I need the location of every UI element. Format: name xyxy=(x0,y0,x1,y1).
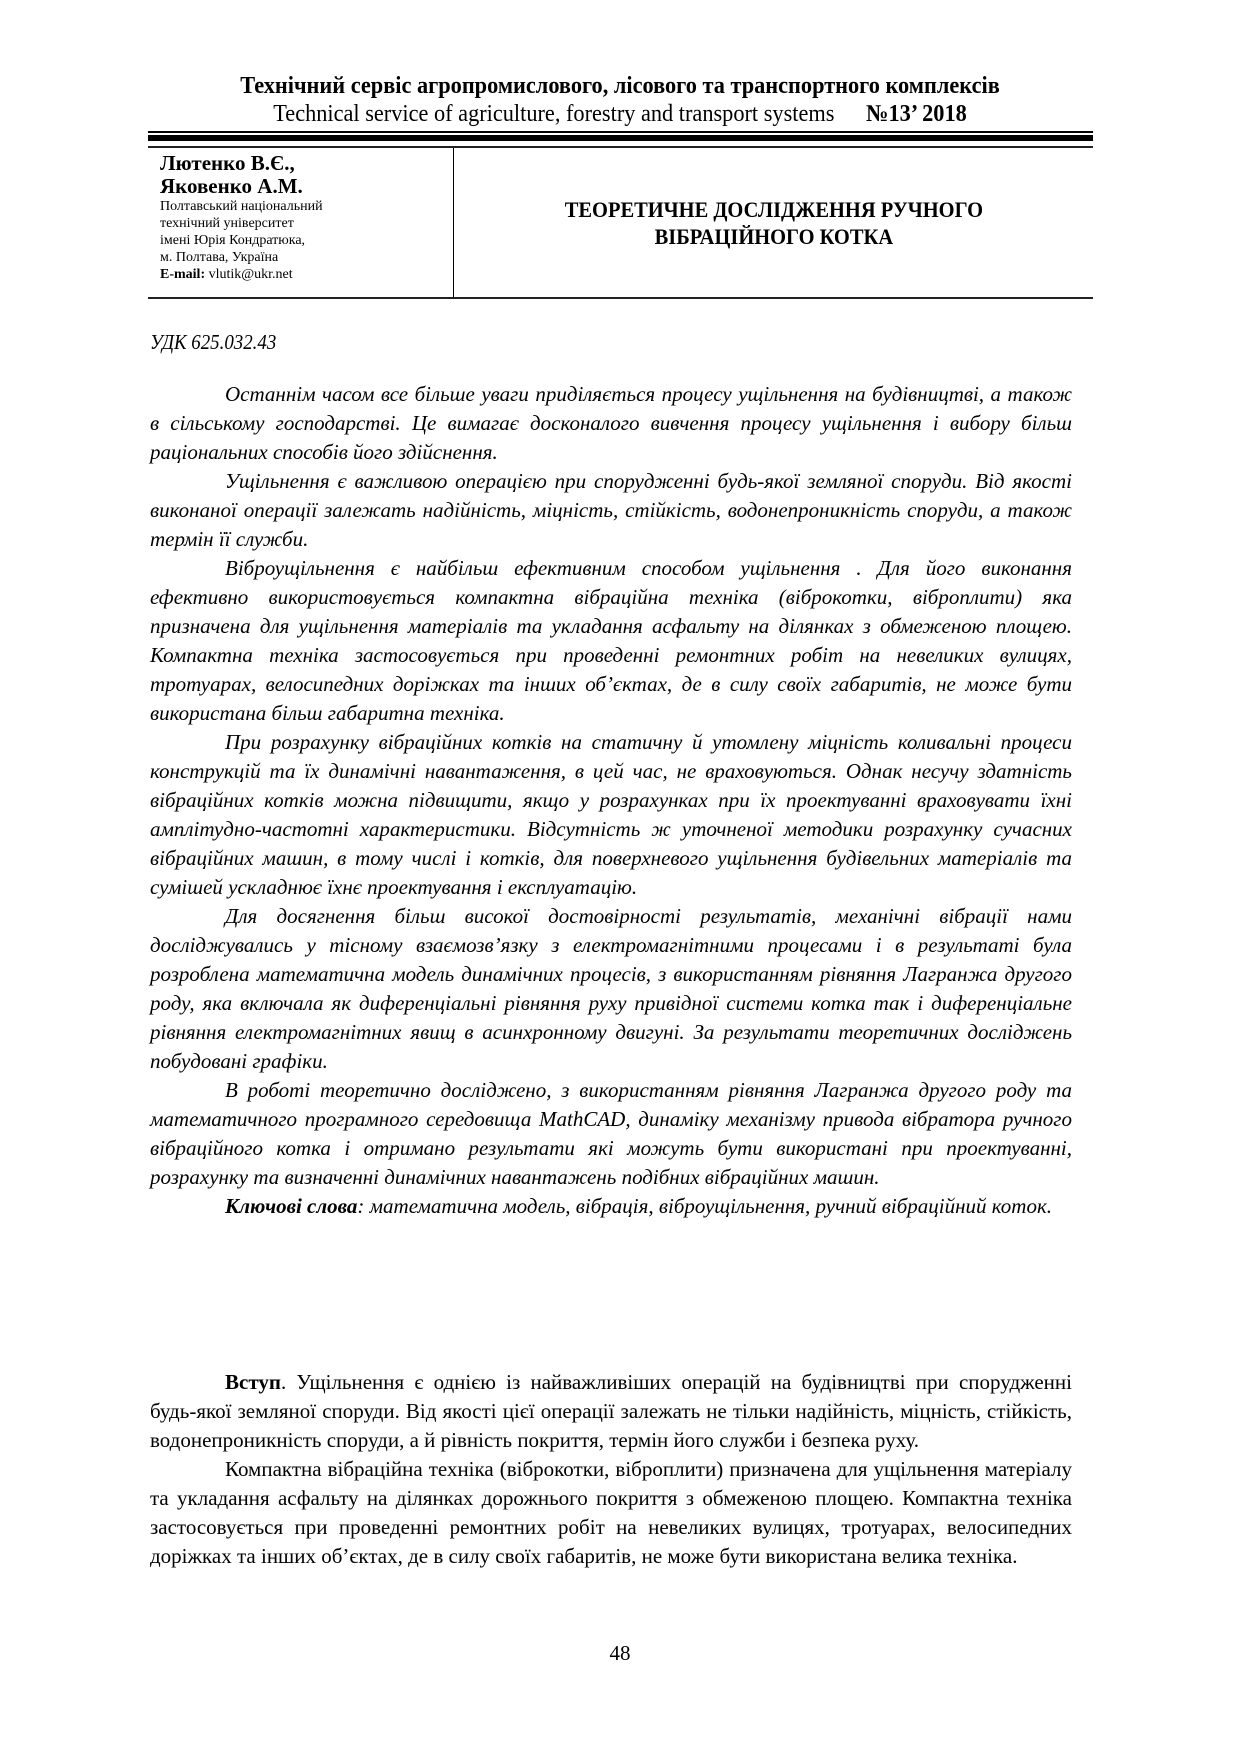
header-rule-thin xyxy=(148,131,1093,133)
affiliation-line: м. Полтава, Україна xyxy=(160,250,279,265)
abstract xyxy=(150,380,1072,1221)
keywords-label: Ключові слова xyxy=(225,1194,358,1218)
affiliation-line: технічний університет xyxy=(160,216,294,231)
abstract-paragraph: Для досягнення більш високої достовірності результатів, механічні вібрації нами досліджувались у тісному взаємозв’язку з електромагнітними процесами і в результаті була розроблена математична модель динамічних процесів, з використанням рівняння Лагранжа другого роду, яка включала як диференціальні рівняння руху привідної системи котка так і диференціальне рівняння електромагнітних явищ в асинхронному двигуні. За результати теоретичних досліджень побудовані графіки. xyxy=(150,904,1072,1073)
article-title-line: ВІБРАЦІЙНОГО КОТКА xyxy=(654,223,893,249)
title-block xyxy=(454,148,1093,297)
intro-text: . Ущільнення є однією із найважливіших операцій на будівництві при спорудженні будь-якої земляної споруди. Від якості цієї операції залежать не тільки надійність, міцність, стійкість, водонепроникність споруди, а й рівність покриття, термін його служби і безпека руху. xyxy=(150,1370,1072,1452)
author-block xyxy=(160,152,450,283)
email-label: E-mail: xyxy=(160,267,206,282)
abstract-paragraph: При розрахунку вібраційних котків на статичну й утомлену міцність коливальні процеси конструкцій та їх динамічні навантаження, в цей час, не враховуються. Однак несучу здатність вібраційних котків можна підвищити, якщо у розрахунках при їх проектуванні враховувати їхні амплітудно-частотні характеристики. Відсутність ж уточненої методики розрахунку сучасних вібраційних машин, в тому числі і котків, для поверхневого ущільнення будівельних матеріалів та сумішей ускладнює їхнє проектування і експлуатацію. xyxy=(150,730,1072,899)
abstract-paragraph: Віброущільнення є найбільш ефективним способом ущільнення . Для його виконання ефективно використовується компактна вібраційна техніка (віброкотки, віброплити) яка призначена для ущільнення матеріалів та укладання асфальту на ділянках з обмеженою площею. Компактна техніка застосовується при проведенні ремонтних робіт на невеликих вулицях, тротуарах, велосипедних доріжках та інших об’єктах, де в силу своїх габаритів, не може бути використана більш габаритна техніка. xyxy=(150,556,1072,725)
journal-title-en: Technical service of agriculture, forestry and transport systems xyxy=(273,101,835,127)
email-line xyxy=(160,266,450,283)
journal-header xyxy=(150,72,1090,128)
article-meta-table xyxy=(148,146,1093,299)
author-name: Лютенко В.Є., xyxy=(160,151,295,175)
journal-title-ua: Технічний сервіс агропромислового, лісового та транспортного комплексів xyxy=(240,73,1000,99)
header-rule-thick xyxy=(148,135,1093,141)
page-number: 48 xyxy=(609,1641,631,1665)
affiliation-line: Полтавський національний xyxy=(160,199,323,214)
journal-title-en-row xyxy=(183,100,1057,128)
abstract-paragraph: В роботі теоретично досліджено, з використанням рівняння Лагранжа другого роду та математичного програмного середовища MathCAD, динаміку механізму привода вібратора ручного вібраційного котка і отримано результати які можуть бути використані при проектуванні, розрахунку та визначенні динамічних навантажень подібних вібраційних машин. xyxy=(150,1078,1072,1189)
keywords-text: : математична модель, вібрація, віброущільнення, ручний вібраційний коток. xyxy=(357,1194,1053,1218)
article-title xyxy=(564,196,982,250)
introduction xyxy=(150,1368,1072,1571)
article-title-line: ТЕОРЕТИЧНЕ ДОСЛІДЖЕННЯ РУЧНОГО xyxy=(564,196,983,222)
abstract-paragraph: Ущільнення є важливою операцією при спорудженні будь-якої земляної споруди. Від якості виконаної операції залежать надійність, міцність, стійкість, водонепроникність споруди, а також термін її служби. xyxy=(150,469,1072,551)
keywords xyxy=(150,1192,1072,1221)
author-name: Яковенко А.М. xyxy=(160,174,303,198)
intro-paragraph xyxy=(150,1368,1072,1455)
intro-paragraph: Компактна вібраційна техніка (віброкотки, віброплити) призначена для ущільнення матеріалу та укладання асфальту на ділянках дорожнього покриття з обмеженою площею. Компактна техніка застосовується при проведенні ремонтних робіт на невеликих вулицях, тротуарах, велосипедних доріжках та інших об’єктах, де в силу своїх габаритів, не може бути використана велика техніка. xyxy=(150,1457,1072,1568)
intro-label: Вступ xyxy=(225,1370,281,1394)
udk-code: УДК 625.032.43 xyxy=(150,330,277,354)
abstract-paragraph: Останнім часом все більше уваги приділяється процесу ущільнення на будівництві, а також в сільському господарстві. Це вимагає досконалого вивчення процесу ущільнення і вибору більш раціональних способів його здійснення. xyxy=(150,382,1072,464)
email-link[interactable]: vlutik@ukr.net xyxy=(208,267,293,282)
issue-number: №13’ 2018 xyxy=(866,101,967,127)
affiliation-line: імені Юрія Кондратюка, xyxy=(160,233,306,248)
